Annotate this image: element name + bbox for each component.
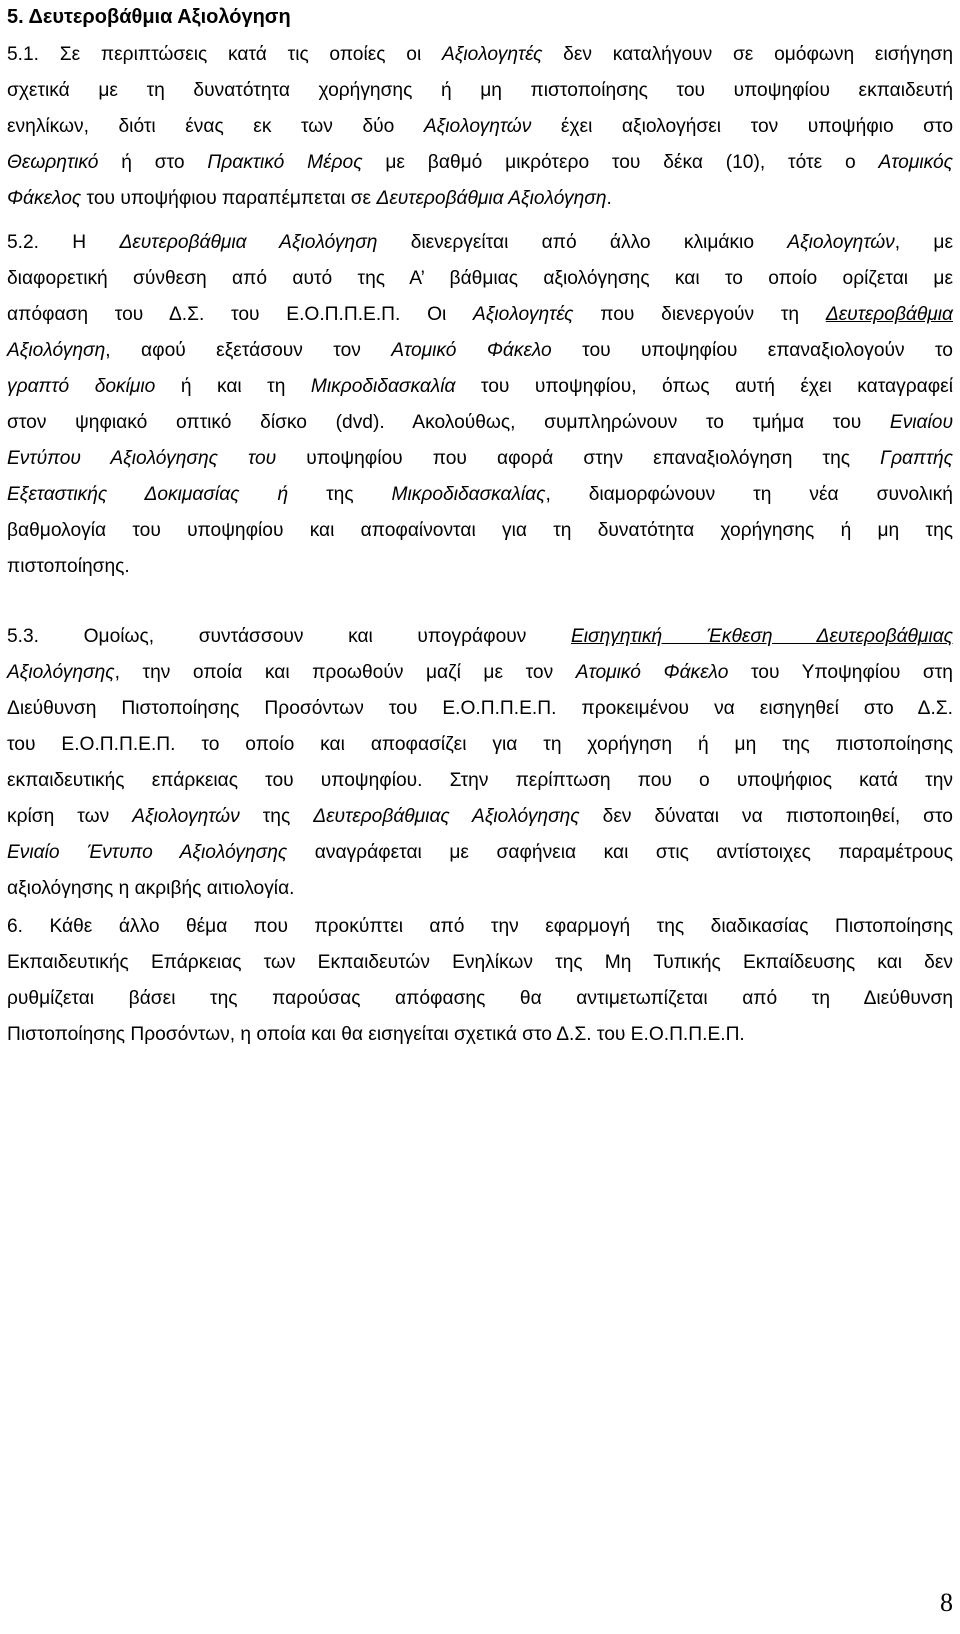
text-line	[7, 1017, 953, 1053]
emphasis-text: γραπτό δοκίμιο	[7, 376, 156, 397]
text-line	[7, 549, 953, 585]
paragraph-5-3	[7, 619, 953, 907]
emphasis-text: Αξιολογητών	[423, 116, 532, 137]
text-line	[7, 763, 953, 799]
emphasis-text: Φάκελος	[7, 188, 82, 209]
text-run: , διαμορφώνουν τη νέα συνολική	[545, 484, 953, 505]
text-run: της	[288, 484, 392, 505]
text-run: κρίση των	[7, 806, 133, 827]
text-run: που διενεργούν τη	[573, 304, 826, 325]
emphasis-text: Εισηγητική Έκθεση Δευτεροβάθμιας	[570, 626, 953, 647]
text-run: δεν καταλήγουν σε ομόφωνη εισήγηση	[542, 44, 953, 65]
text-run: πιστοποίησης.	[7, 556, 130, 577]
emphasis-text: Θεωρητικό	[7, 152, 99, 173]
emphasis-text: Μικροδιδασκαλίας	[391, 484, 546, 505]
text-run: έχει αξιολογήσει τον υποψήφιο στο	[531, 116, 953, 137]
text-run: Διεύθυνση Πιστοποίησης Προσόντων του Ε.Ο.Π.Π.Ε.Π. προκειμένου να εισηγηθεί στο Δ.Σ.	[7, 698, 953, 719]
text-run: 5.1. Σε περιπτώσεις κατά τις οποίες οι	[7, 44, 442, 65]
text-line	[7, 981, 953, 1017]
text-line	[7, 835, 953, 871]
text-run: της	[239, 806, 314, 827]
text-line	[7, 261, 953, 297]
emphasis-text: Αξιολογητές	[473, 304, 574, 325]
emphasis-text: Αξιολογητών	[132, 806, 240, 827]
emphasis-text: Αξιολογητές	[441, 44, 543, 65]
text-run: αξιολόγησης η ακριβής αιτιολογία.	[7, 878, 295, 899]
text-line	[7, 909, 953, 945]
emphasis-text: Μικροδιδασκαλία	[310, 376, 456, 397]
paragraph-5-1	[7, 37, 953, 217]
emphasis-text: Αξιολόγησης	[7, 662, 115, 683]
text-line	[7, 945, 953, 981]
emphasis-text: Δευτεροβάθμια Αξιολόγηση	[376, 188, 607, 209]
paragraph-6	[7, 909, 953, 1053]
paragraph-5-2	[7, 225, 953, 585]
text-run: , την οποία και προωθούν μαζί με τον	[114, 662, 576, 683]
text-line	[7, 477, 953, 513]
text-run: διαφορετική σύνθεση από αυτό της Α’ βάθμιας αξιολόγησης και το οποίο ορίζεται με	[7, 268, 953, 289]
text-line	[7, 37, 953, 73]
text-line	[7, 405, 953, 441]
text-run: του υποψηφίου, όπως αυτή έχει καταγραφεί	[455, 376, 953, 397]
text-line	[7, 181, 953, 217]
text-line	[7, 73, 953, 109]
text-line	[7, 297, 953, 333]
text-line	[7, 871, 953, 907]
section-title: 5. Δευτεροβάθμια Αξιολόγηση	[7, 6, 291, 28]
text-line	[7, 513, 953, 549]
text-run: του υποψήφιου παραπέμπεται σε	[81, 188, 377, 209]
text-run: με βαθμό μικρότερο του δέκα (10), τότε ο	[362, 152, 879, 173]
text-run: ρυθμίζεται βάσει της παρούσας απόφασης θα αντιμετωπίζεται από τη Διεύθυνση	[7, 988, 953, 1009]
emphasis-text: Ενιαίο Έντυπο Αξιολόγησης	[7, 842, 288, 863]
text-run: του υποψηφίου επαναξιολογούν το	[551, 340, 953, 361]
text-line	[7, 655, 953, 691]
text-run: , με	[894, 232, 954, 253]
text-line	[7, 691, 953, 727]
text-line	[7, 145, 953, 181]
emphasis-text: Ατομικό Φάκελο	[575, 662, 729, 683]
text-run: αναγράφεται με σαφήνεια και στις αντίστοιχες παραμέτρους	[287, 842, 953, 863]
text-run: ή και τη	[155, 376, 311, 397]
text-run: 5.3. Ομοίως, συντάσσουν και υπογράφουν	[7, 626, 571, 647]
emphasis-text: Αξιολόγηση	[7, 340, 106, 361]
text-run: , αφού εξετάσουν τον	[105, 340, 392, 361]
emphasis-text: Ατομικό Φάκελο	[391, 340, 552, 361]
text-run: σχετικά με τη δυνατότητα χορήγησης ή μη πιστοποίησης του υποψηφίου εκπαιδευτή	[7, 80, 953, 101]
emphasis-text: Πρακτικό Μέρος	[207, 152, 363, 173]
text-run: στον ψηφιακό οπτικό δίσκο (dvd). Ακολούθως, συμπληρώνουν το τμήμα του	[7, 412, 890, 433]
text-run: υποψηφίου που αφορά στην επαναξιολόγηση της	[276, 448, 881, 469]
emphasis-text: Δευτεροβάθμια Αξιολόγηση	[119, 232, 378, 253]
text-line	[7, 225, 953, 261]
text-run: 5.2. Η	[7, 232, 120, 253]
page-number: 8	[940, 1588, 953, 1617]
emphasis-text: Ατομικός	[878, 152, 953, 173]
text-run: ή στο	[98, 152, 208, 173]
text-run: .	[606, 188, 612, 209]
emphasis-text: Γραπτής	[880, 448, 954, 469]
emphasis-text: Δευτεροβάθμιας Αξιολόγησης	[313, 806, 580, 827]
text-line	[7, 109, 953, 145]
emphasis-text: Δευτεροβάθμια	[825, 304, 953, 325]
text-line	[7, 441, 953, 477]
text-run: βαθμολογία του υποψηφίου και αποφαίνονται για τη δυνατότητα χορήγησης ή μη της	[7, 520, 953, 541]
emphasis-text: Εντύπου Αξιολόγησης του	[7, 448, 277, 469]
emphasis-text: Εξεταστικής Δοκιμασίας ή	[7, 484, 289, 505]
text-run: δεν δύναται να πιστοποιηθεί, στο	[579, 806, 953, 827]
text-line	[7, 727, 953, 763]
text-line	[7, 333, 953, 369]
text-line	[7, 619, 953, 655]
text-line	[7, 369, 953, 405]
text-line	[7, 799, 953, 835]
text-run: Πιστοποίησης Προσόντων, η οποία και θα εισηγείται σχετικά στο Δ.Σ. του Ε.Ο.Π.Π.Ε.Π.	[7, 1024, 745, 1045]
text-run: 6. Κάθε άλλο θέμα που προκύπτει από την εφαρμογή της διαδικασίας Πιστοποίησης	[7, 916, 953, 937]
text-run: απόφαση του Δ.Σ. του Ε.Ο.Π.Π.Ε.Π. Οι	[7, 304, 474, 325]
text-run: διενεργείται από άλλο κλιμάκιο	[377, 232, 788, 253]
emphasis-text: Ενιαίου	[889, 412, 953, 433]
emphasis-text: Αξιολογητών	[787, 232, 895, 253]
text-run: Εκπαιδευτικής Επάρκειας των Εκπαιδευτών Ενηλίκων της Μη Τυπικής Εκπαίδευσης και δεν	[7, 952, 953, 973]
text-run: εκπαιδευτικής επάρκειας του υποψηφίου. Στην περίπτωση που ο υποψήφιος κατά την	[7, 770, 953, 791]
text-run: του Υποψηφίου στη	[728, 662, 953, 683]
text-run: του Ε.Ο.Π.Π.Ε.Π. το οποίο και αποφασίζει για τη χορήγηση ή μη της πιστοποίησης	[7, 734, 953, 755]
text-run: ενηλίκων, διότι ένας εκ των δύο	[7, 116, 424, 137]
